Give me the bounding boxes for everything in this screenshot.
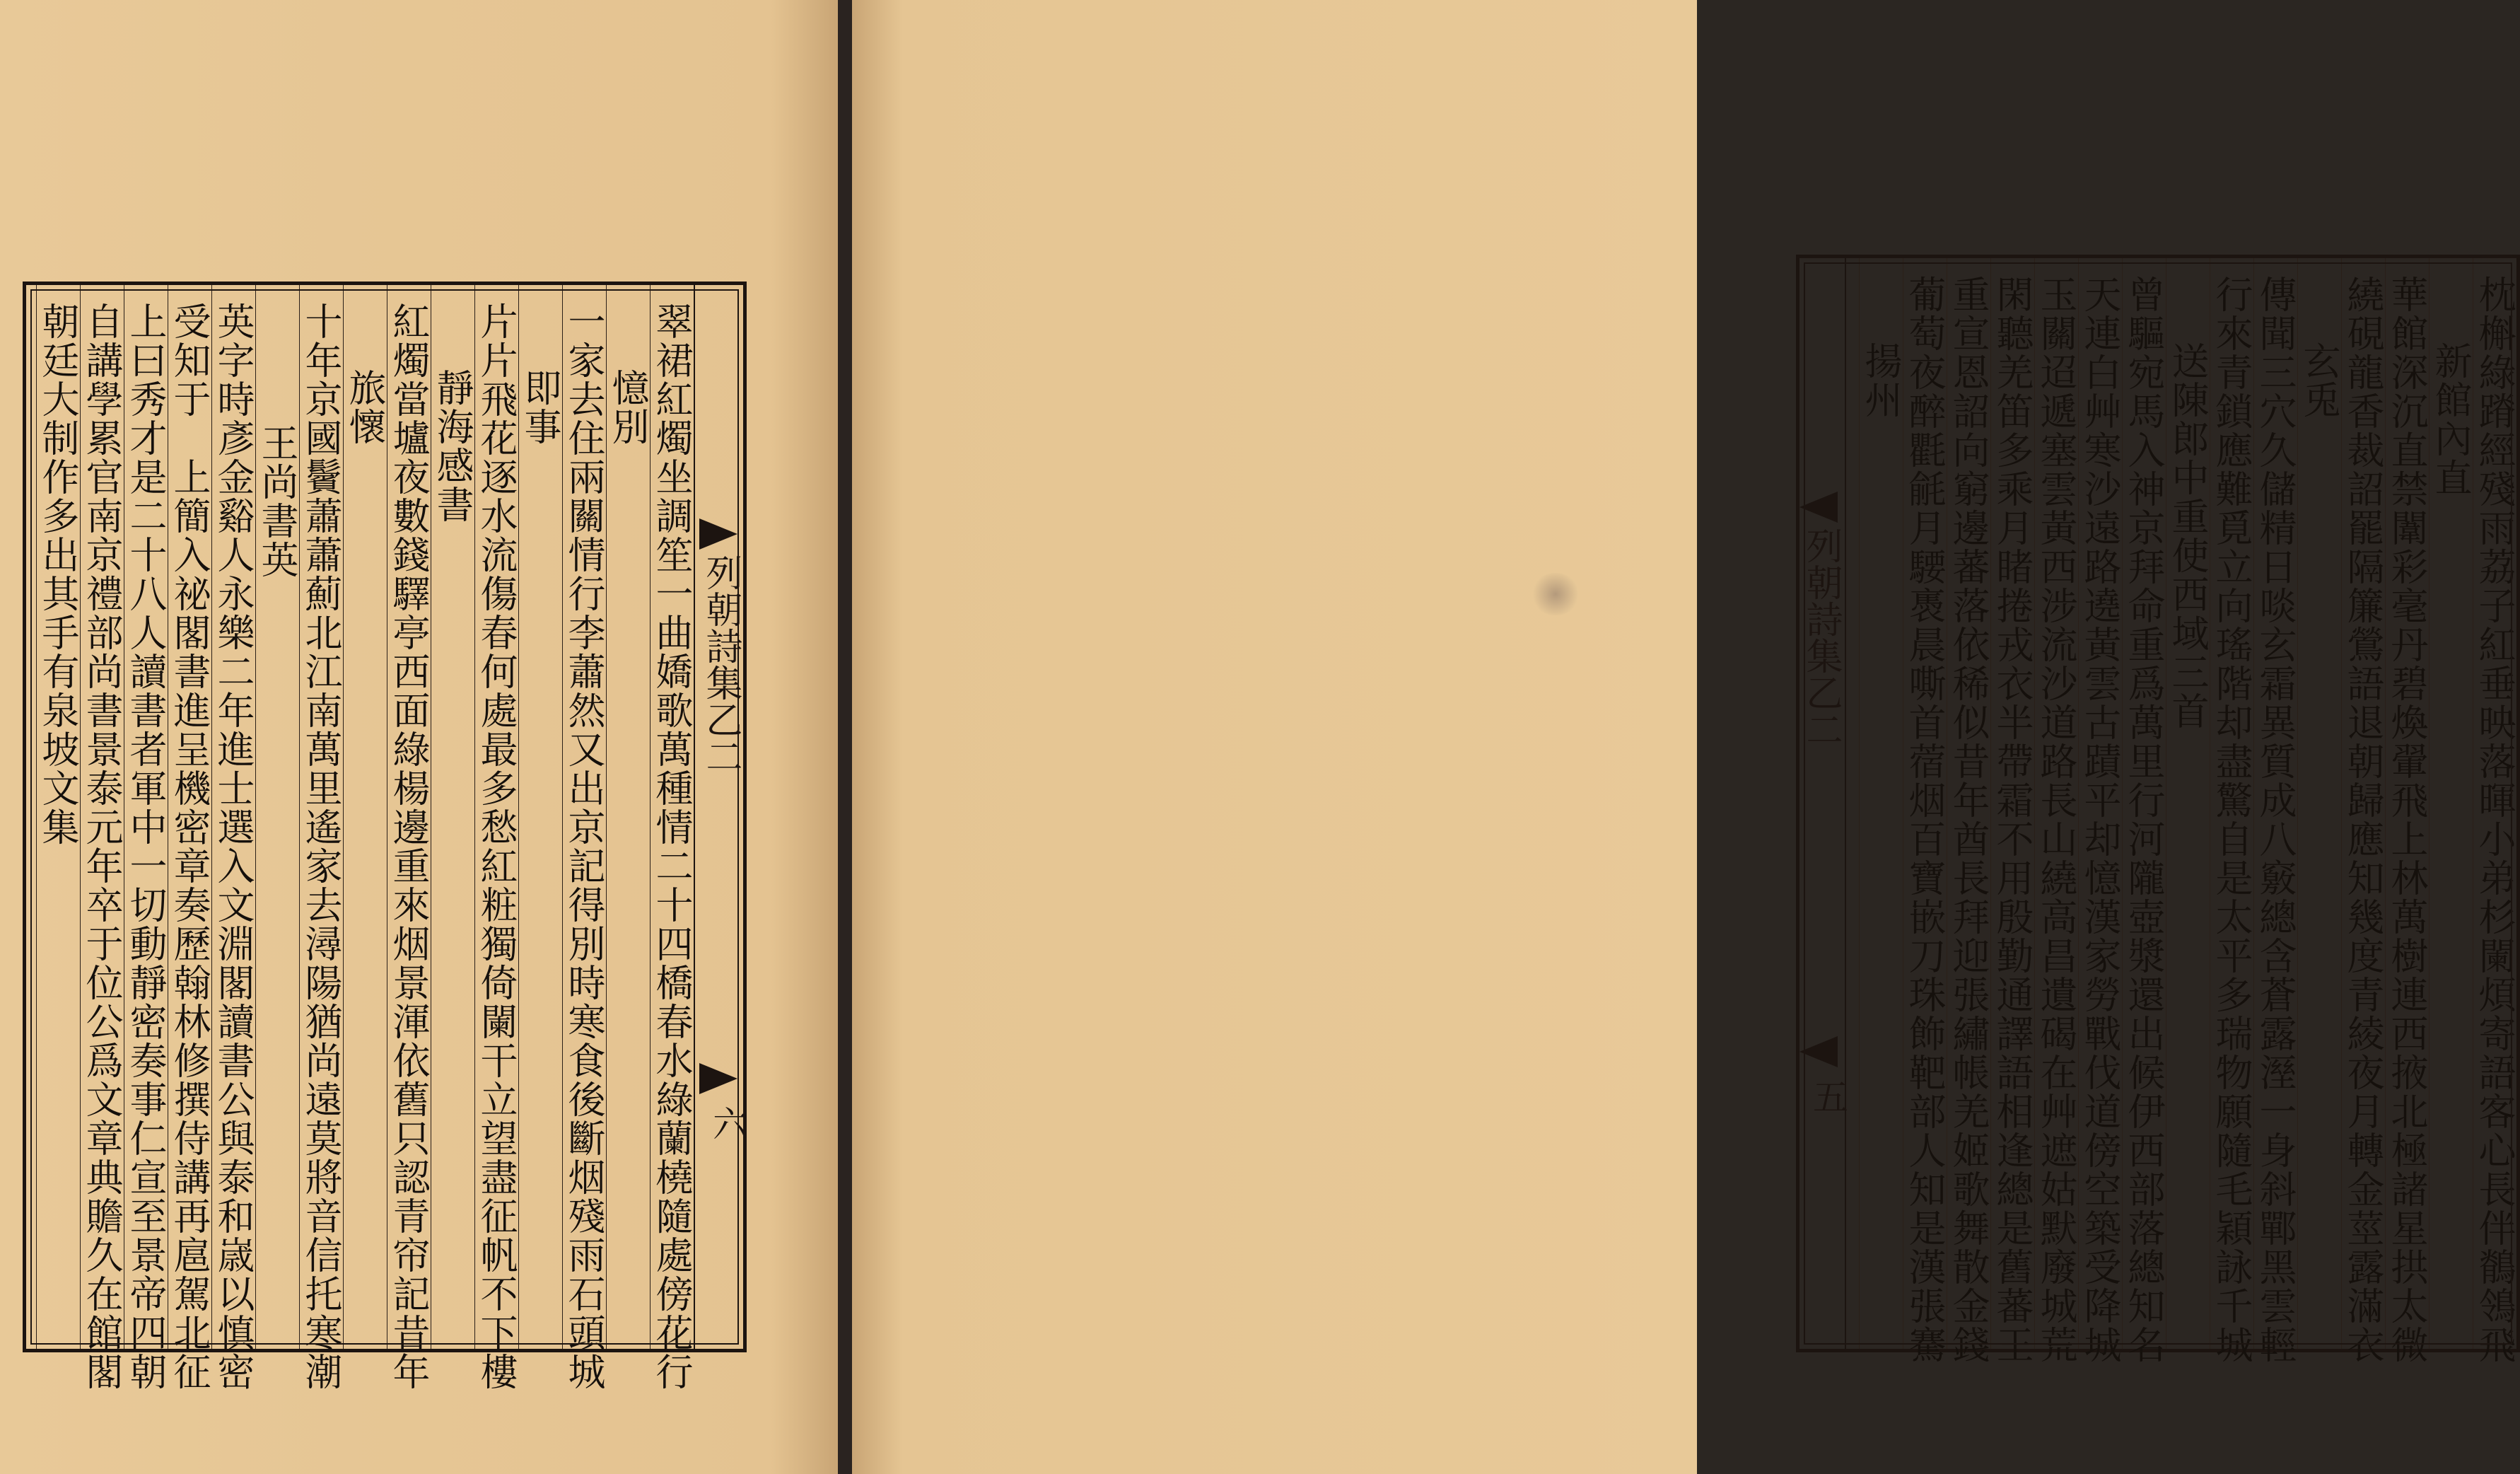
text-line: 繞硯龍香裁詔罷隔簾鶯語退朝歸應知幾度青綾夜月轉金莖露滿衣 xyxy=(2341,275,2384,1364)
running-title: 列朝詩集乙二 xyxy=(699,554,742,774)
paper-stain xyxy=(1531,573,1580,615)
text-line: 玉關迢遞塞雲黃西涉流沙道路長山繞高昌遺碣在艸遮姑默廢城荒 xyxy=(2034,275,2077,1364)
text-column xyxy=(518,285,560,1349)
poem-title: 王尚書英 xyxy=(255,424,298,579)
text-column xyxy=(650,285,693,1391)
text-column xyxy=(2297,258,2339,1349)
text-column xyxy=(2078,258,2121,1364)
text-column xyxy=(2473,258,2516,1364)
text-line: 一家去住兩關情行李蕭然又出京記得別時寒食後斷烟殘雨石頭城 xyxy=(562,302,605,1391)
text-line: 英字時彥金谿人永樂二年進士選入文淵閣讀書公與泰和𡻕以慎密 xyxy=(211,302,255,1391)
text-column xyxy=(474,285,518,1391)
text-line: 朝廷大制作多出其手有泉坡文集 xyxy=(36,302,79,847)
poem-title: 靜海感書 xyxy=(431,368,474,524)
text-line: 受知于 上簡入祕閣書進呈機密章奏歷翰林修撰侍講再扈駕北征 xyxy=(168,302,211,1391)
text-column xyxy=(36,285,78,1349)
text-column xyxy=(606,285,648,1349)
running-title: 列朝詩集乙二 xyxy=(1799,527,1842,748)
text-line: 自講學累官南京禮部尚書景泰元年卒于位公爲文章典贍久在館閣 xyxy=(80,302,123,1391)
text-column xyxy=(1947,258,1990,1364)
fishtail-mark-icon xyxy=(699,1063,737,1094)
center-fold-column xyxy=(1795,258,1846,1349)
text-column xyxy=(2253,258,2297,1364)
text-column xyxy=(80,285,123,1391)
text-column xyxy=(343,285,385,1349)
folio-number: 六 xyxy=(707,1106,748,1141)
text-column xyxy=(299,285,342,1391)
text-column xyxy=(124,285,167,1391)
text-column xyxy=(1990,258,2034,1364)
poem-title: 揚州 xyxy=(1859,342,1902,419)
text-column xyxy=(168,285,211,1391)
poem-title: 新館內直 xyxy=(2429,342,2472,497)
text-line: 曾驅宛馬入神京拜命重爲萬里行河隴壺漿還出候伊西部落總知名 xyxy=(2122,275,2165,1364)
text-line: 上曰秀才是二十八人讀書者軍中一切動靜密奏事仁宣至景帝四朝 xyxy=(124,302,167,1391)
text-line: 枕槲綠蹐經殘雨荔子紅垂映落暉小弟杉闌煩寄語客心長伴鶺鴒飛 xyxy=(2473,275,2516,1364)
text-line: 傳聞三穴久儲精日啖玄霜異質成八竅總含蒼露溼一身斜鄲黑雲輕 xyxy=(2253,275,2297,1364)
book-gutter xyxy=(838,0,852,1474)
text-column xyxy=(2034,258,2077,1364)
text-column xyxy=(255,285,297,1349)
center-fold-column xyxy=(694,285,748,1349)
poem-title: 憶別 xyxy=(606,368,649,446)
fishtail-mark-icon xyxy=(1799,1036,1838,1067)
text-line: 華館深沉直禁闈彩毫丹碧煥翬飛上林萬樹連西掖北極諸星拱太微 xyxy=(2385,275,2428,1364)
text-line: 天連白艸寒沙遠路遶黃雲古蹟平却憶漢家勞戰伐道傍空築受降城 xyxy=(2078,275,2121,1364)
poem-title: 旅懷 xyxy=(343,368,386,446)
text-line: 重宣恩詔向窮邊蕃落依稀似昔年酋長拜迎張繡帳羌姬歌舞散金錢 xyxy=(1947,275,1990,1364)
text-column xyxy=(431,285,472,1349)
text-column xyxy=(2341,258,2384,1364)
right-page xyxy=(852,0,2516,1474)
text-column xyxy=(1903,258,1946,1364)
text-line: 片片飛花逐水流傷春何處最多愁紅粧獨倚闌干立望盡征帆不下樓 xyxy=(474,302,518,1391)
text-column xyxy=(387,285,430,1391)
text-column xyxy=(2385,258,2428,1364)
text-line: 翠裙紅燭坐調笙一曲嬌歌萬種情二十四橋春水綠蘭橈隨處傍花行 xyxy=(650,302,693,1391)
text-column xyxy=(1859,258,1901,1349)
text-line: 葡萄夜醉氍毹月騕褭晨嘶首蓿烟百寶嵌刀珠飾靶部人知是漢張騫 xyxy=(1903,275,1946,1364)
left-text-frame xyxy=(23,282,748,1391)
left-page xyxy=(0,0,838,1474)
folio-number: 五 xyxy=(1807,1079,1848,1114)
text-column xyxy=(562,285,605,1391)
text-line: 紅燭當壚夜數錢驛亭西面綠楊邊重來烟景渾依舊只認青帘記昔年 xyxy=(387,302,430,1391)
text-line: 閑聽羌笛多乘月睹捲戎衣半帶霜不用殷勤通譯語相逢總是舊蕃王 xyxy=(1990,275,2034,1364)
fishtail-mark-icon xyxy=(699,518,737,550)
poem-title: 即事 xyxy=(518,368,561,446)
right-text-frame xyxy=(1796,255,2520,1364)
text-line: 行來青鎖應難覓立向瑤階却盡驚自是太平多瑞物願隨毛穎詠千城 xyxy=(2210,275,2253,1364)
fishtail-mark-icon xyxy=(1799,492,1838,523)
text-column xyxy=(2166,258,2207,1349)
text-column xyxy=(2429,258,2471,1349)
text-column xyxy=(211,285,255,1391)
poem-title: 玄兎 xyxy=(2297,342,2340,419)
poem-title: 送陳郎中重使西域三首 xyxy=(2166,342,2209,731)
text-column xyxy=(2210,258,2253,1364)
text-line: 十年京國鬢蕭蕭薊北江南萬里遙家去潯陽猶尚遠莫將音信托寒潮 xyxy=(299,302,342,1391)
text-column xyxy=(2122,258,2165,1364)
